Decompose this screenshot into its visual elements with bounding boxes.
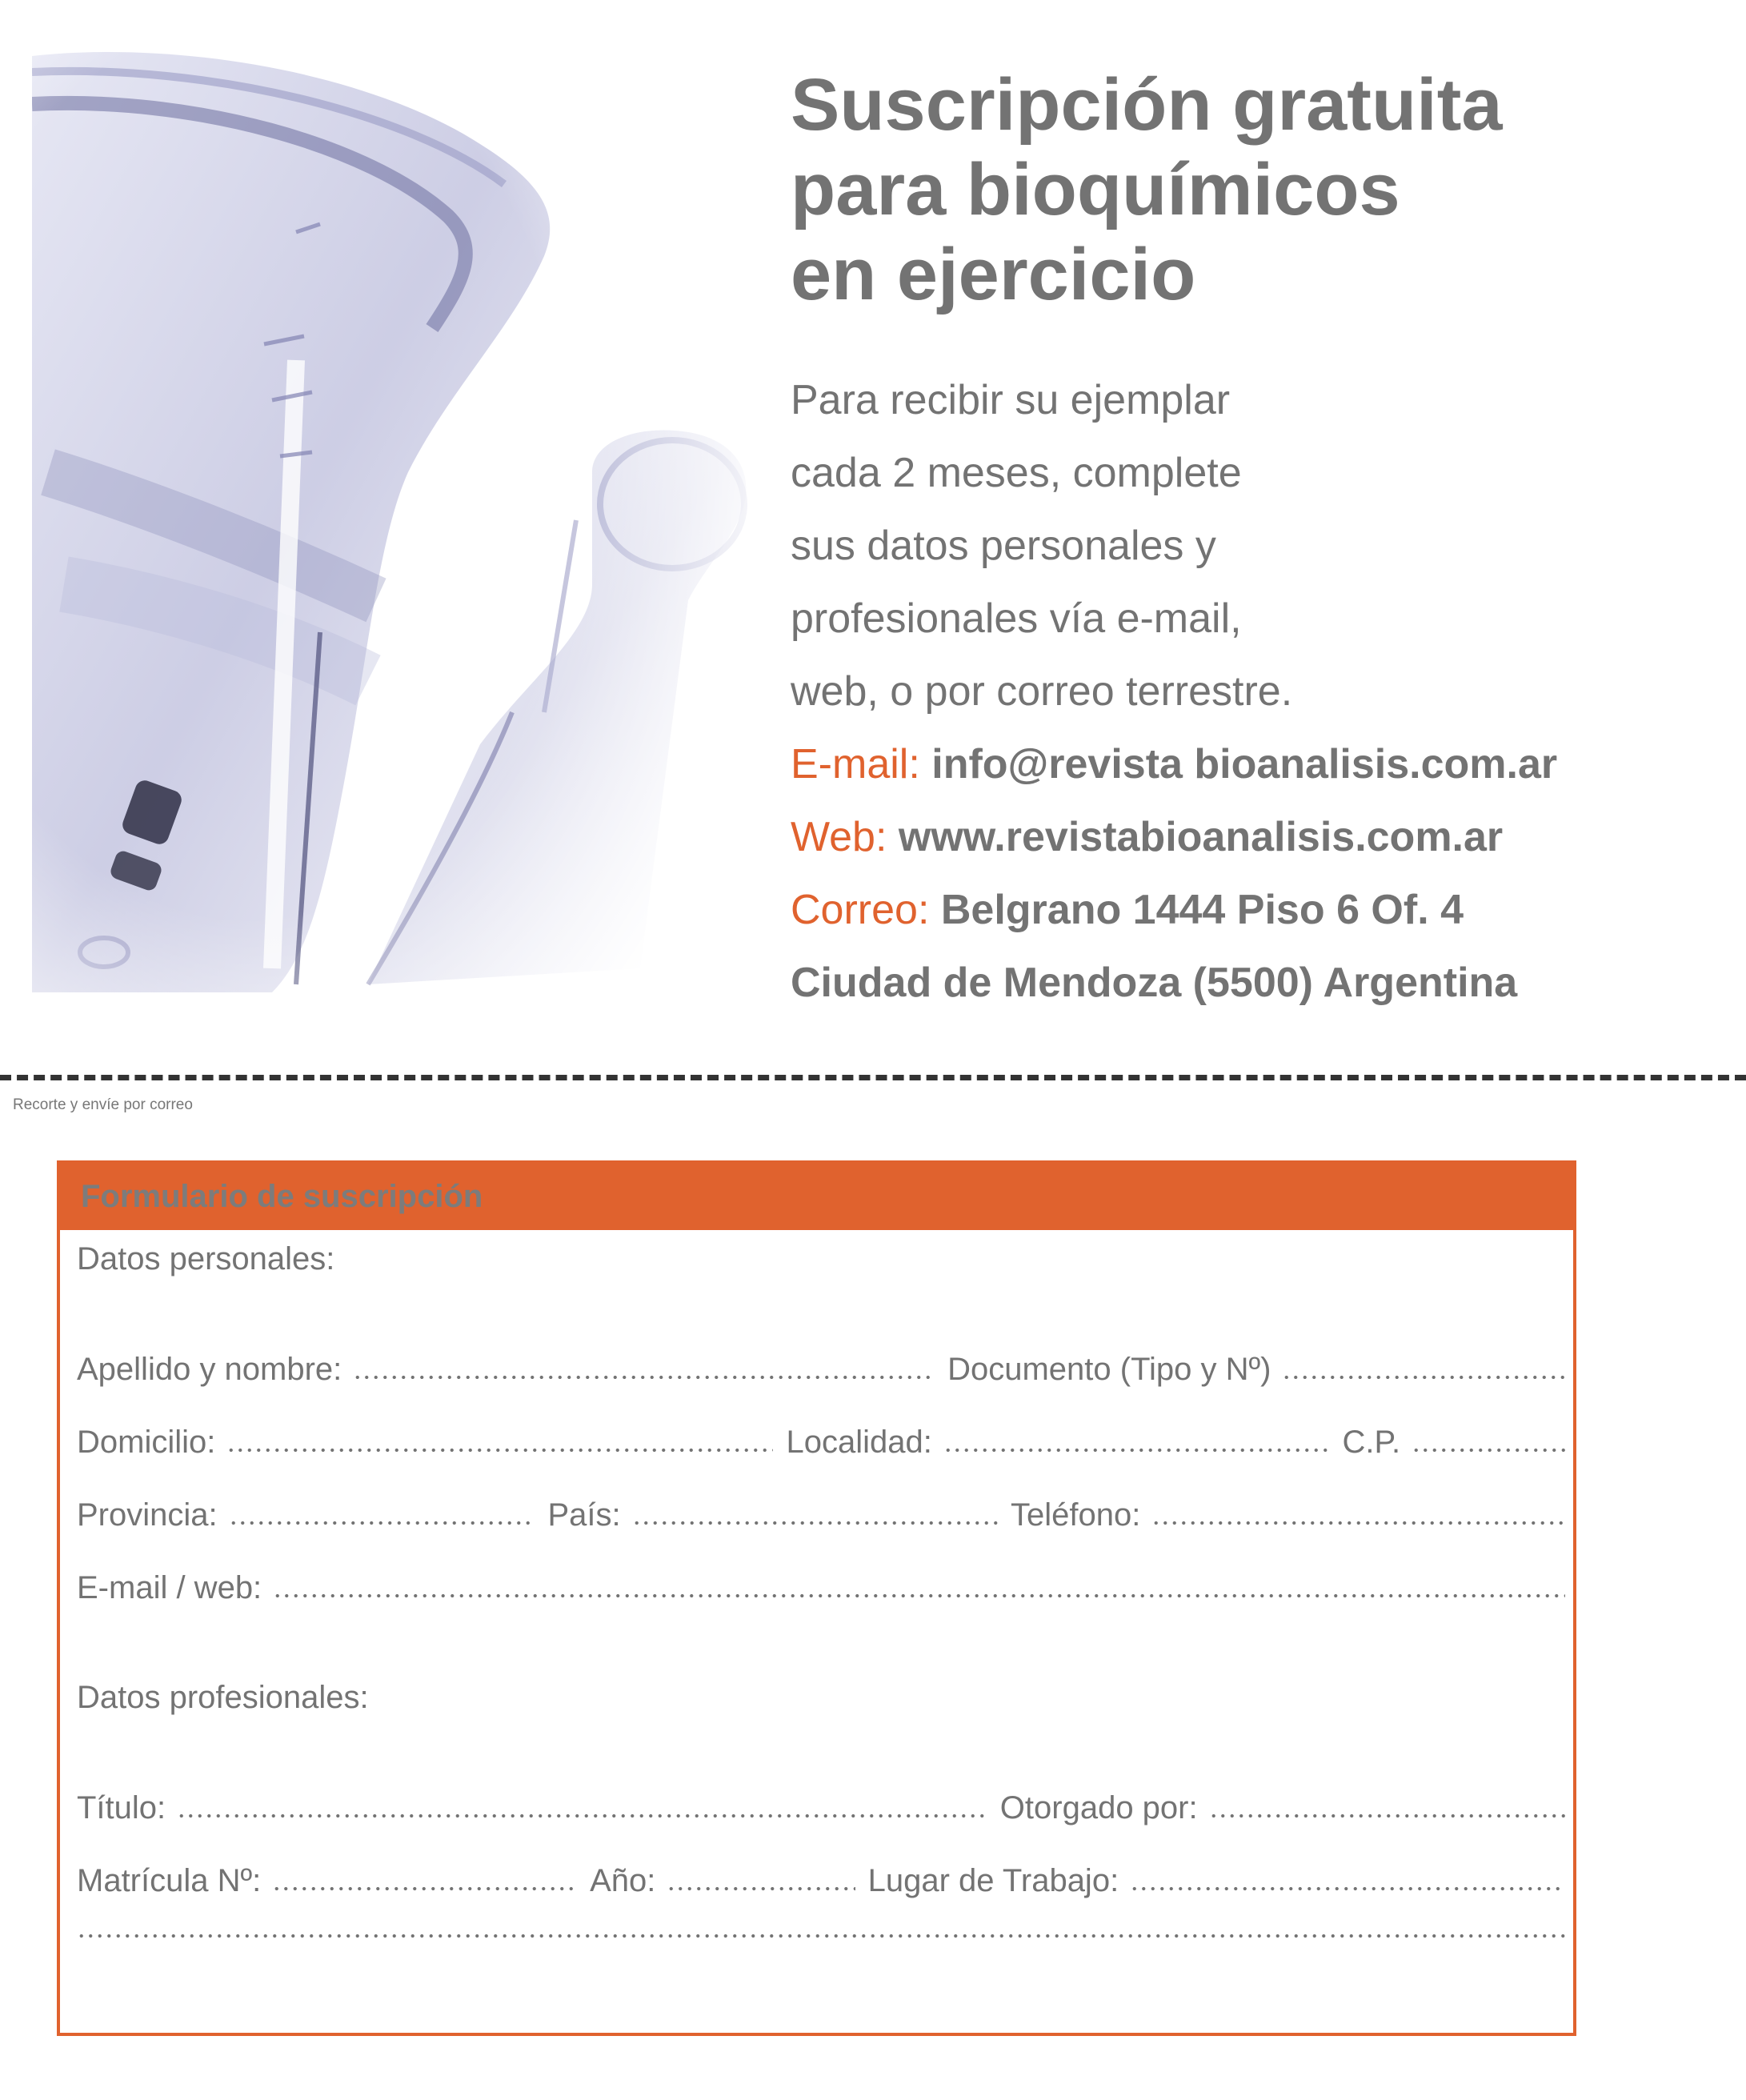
anio-label: Año: (590, 1863, 656, 1898)
intro-text (791, 364, 1292, 728)
lugar-field[interactable] (868, 1861, 1565, 1901)
contact-mail-row-2 (791, 947, 1557, 1020)
extra-line-field[interactable] (77, 1934, 1565, 1938)
provincia-field[interactable] (77, 1495, 535, 1535)
email-web-input-line[interactable] (273, 1593, 1565, 1598)
email-web-label: E-mail / web: (77, 1570, 262, 1605)
intro-line-1: Para recibir su ejemplar (791, 377, 1231, 423)
telefono-field[interactable] (1011, 1495, 1565, 1535)
matricula-label: Matrícula Nº: (77, 1863, 262, 1898)
documento-field[interactable] (947, 1349, 1565, 1389)
intro-line-3: sus datos personales y (791, 523, 1216, 569)
form-row-registration (77, 1861, 1565, 1901)
intro-line-5: web, o por correo terrestre. (791, 668, 1293, 715)
pais-field[interactable] (548, 1495, 998, 1535)
cut-line-divider (0, 1075, 1746, 1080)
documento-input-line[interactable] (1282, 1375, 1565, 1380)
apellido-input-line[interactable] (353, 1375, 935, 1380)
title-line-2: para bioquímicos (791, 149, 1400, 230)
mail-address: Belgrano 1444 Piso 6 Of. 4 (940, 887, 1464, 933)
form-row-address (77, 1422, 1565, 1462)
domicilio-input-line[interactable] (226, 1448, 773, 1453)
localidad-input-line[interactable] (943, 1448, 1330, 1453)
provincia-label: Provincia: (77, 1497, 218, 1533)
contact-email-row (791, 728, 1557, 801)
personal-data-heading: Datos personales: (77, 1241, 335, 1276)
web-label: Web: (791, 814, 887, 860)
subscription-form (57, 1160, 1576, 2036)
mail-address-city: Ciudad de Mendoza (5500) Argentina (791, 960, 1518, 1006)
apellido-label: Apellido y nombre: (77, 1352, 342, 1387)
otorgado-label: Otorgado por: (999, 1790, 1198, 1825)
telefono-label: Teléfono: (1010, 1497, 1141, 1533)
form-row-extra (77, 1934, 1565, 1938)
intro-line-4: profesionales vía e-mail, (791, 595, 1242, 642)
otorgado-field[interactable] (1000, 1788, 1565, 1828)
mail-label: Correo: (791, 887, 930, 933)
anio-field[interactable] (590, 1861, 855, 1901)
matricula-field[interactable] (77, 1861, 577, 1901)
email-web-field[interactable] (77, 1568, 1565, 1608)
contact-mail-row (791, 874, 1557, 947)
lab-glassware-illustration (32, 24, 752, 1016)
provincia-input-line[interactable] (229, 1521, 535, 1525)
form-row-email (77, 1568, 1565, 1608)
professional-data-heading: Datos profesionales: (77, 1680, 369, 1715)
cp-label: C.P. (1342, 1425, 1401, 1460)
apellido-field[interactable] (77, 1349, 935, 1389)
titulo-field[interactable] (77, 1788, 987, 1828)
extra-input-line[interactable] (77, 1934, 1565, 1938)
page-title (791, 62, 1503, 317)
pais-label: País: (547, 1497, 621, 1533)
anio-input-line[interactable] (667, 1886, 855, 1891)
form-row-region (77, 1495, 1565, 1535)
domicilio-field[interactable] (77, 1422, 773, 1462)
title-line-3: en ejercicio (791, 234, 1196, 315)
otorgado-input-line[interactable] (1209, 1813, 1565, 1818)
contact-web-row (791, 801, 1557, 874)
cp-field[interactable] (1342, 1422, 1565, 1462)
pais-input-line[interactable] (632, 1521, 998, 1525)
email-label: E-mail: (791, 741, 920, 788)
title-line-1: Suscripción gratuita (791, 64, 1503, 146)
localidad-label: Localidad: (786, 1425, 932, 1460)
cut-note: Recorte y envíe por correo (13, 1096, 193, 1113)
titulo-input-line[interactable] (177, 1813, 987, 1818)
form-row-title (77, 1788, 1565, 1828)
form-row-name (77, 1349, 1565, 1389)
documento-label: Documento (Tipo y Nº) (947, 1352, 1271, 1387)
contact-info (791, 728, 1557, 1020)
intro-line-2: cada 2 meses, complete (791, 450, 1242, 496)
localidad-field[interactable] (786, 1422, 1329, 1462)
lugar-input-line[interactable] (1130, 1886, 1565, 1891)
form-title: Formulario de suscripción (60, 1164, 1573, 1230)
lugar-label: Lugar de Trabajo: (867, 1863, 1119, 1898)
web-link[interactable]: www.revistabioanalisis.com.ar (898, 814, 1504, 860)
titulo-label: Título: (77, 1790, 166, 1825)
matricula-input-line[interactable] (272, 1886, 577, 1891)
email-link[interactable]: info@revista bioanalisis.com.ar (931, 741, 1558, 788)
telefono-input-line[interactable] (1151, 1521, 1565, 1525)
cp-input-line[interactable] (1412, 1448, 1565, 1453)
domicilio-label: Domicilio: (77, 1425, 216, 1460)
